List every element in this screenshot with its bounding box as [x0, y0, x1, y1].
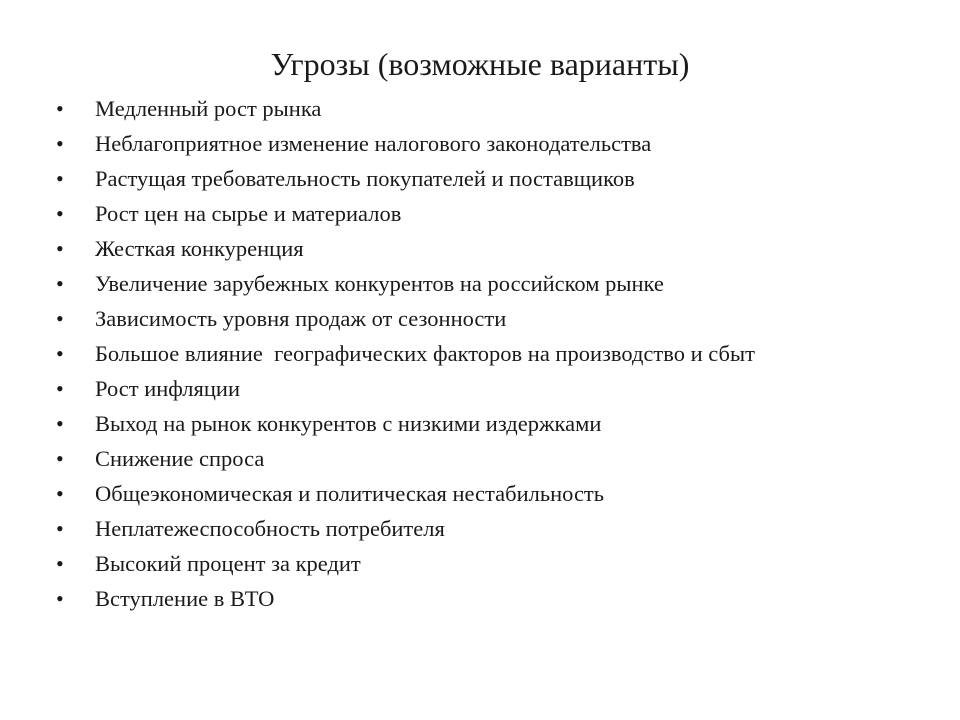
list-item-text: Неплатежеспособность потребителя [95, 516, 445, 541]
list-item [56, 91, 936, 126]
bullet-icon: • [56, 376, 64, 401]
list-item [56, 581, 936, 616]
list-item-text: Неблагоприятное изменение налогового законодательства [95, 131, 652, 156]
list-item-text: Общеэкономическая и политическая нестабильность [95, 481, 605, 506]
bullet-icon: • [56, 306, 64, 331]
list-item-text: Медленный рост рынка [95, 96, 322, 121]
list-item-text: Снижение спроса [95, 446, 265, 471]
list-item [56, 511, 936, 546]
list-item-text: Жесткая конкуренция [95, 236, 304, 261]
bullet-icon: • [56, 551, 64, 576]
list-item [56, 476, 936, 511]
list-item [56, 266, 936, 301]
list-item-text: Вступление в ВТО [95, 586, 275, 611]
bullet-icon: • [56, 96, 64, 121]
bullet-icon: • [56, 481, 64, 506]
list-item [56, 336, 936, 371]
list-item-text: Большое влияние географических факторов на производство и сбыт [95, 341, 755, 366]
list-item-text: Высокий процент за кредит [95, 551, 361, 576]
bullet-icon: • [56, 516, 64, 541]
list-item [56, 126, 936, 161]
slide-title: Угрозы (возможные варианты) [270, 46, 690, 82]
list-item-text: Выход на рынок конкурентов с низкими издержками [95, 411, 602, 436]
list-item [56, 546, 936, 581]
list-item-text: Рост инфляции [95, 376, 241, 401]
bullet-icon: • [56, 201, 64, 226]
list-item-text: Растущая требовательность покупателей и поставщиков [95, 166, 635, 191]
list-item [56, 406, 936, 441]
list-item [56, 301, 936, 336]
list-item [56, 371, 936, 406]
bullet-icon: • [56, 271, 64, 296]
list-item-text: Рост цен на сырье и материалов [95, 201, 402, 226]
bullet-icon: • [56, 586, 64, 611]
threats-list [56, 91, 936, 616]
bullet-icon: • [56, 236, 64, 261]
bullet-icon: • [56, 411, 64, 436]
bullet-icon: • [56, 166, 64, 191]
bullet-icon: • [56, 446, 64, 471]
list-item [56, 441, 936, 476]
list-item-text: Увеличение зарубежных конкурентов на российском рынке [95, 271, 664, 296]
list-item [56, 231, 936, 266]
list-item-text: Зависимость уровня продаж от сезонности [95, 306, 507, 331]
bullet-icon: • [56, 131, 64, 156]
list-item [56, 196, 936, 231]
list-item [56, 161, 936, 196]
bullet-icon: • [56, 341, 64, 366]
